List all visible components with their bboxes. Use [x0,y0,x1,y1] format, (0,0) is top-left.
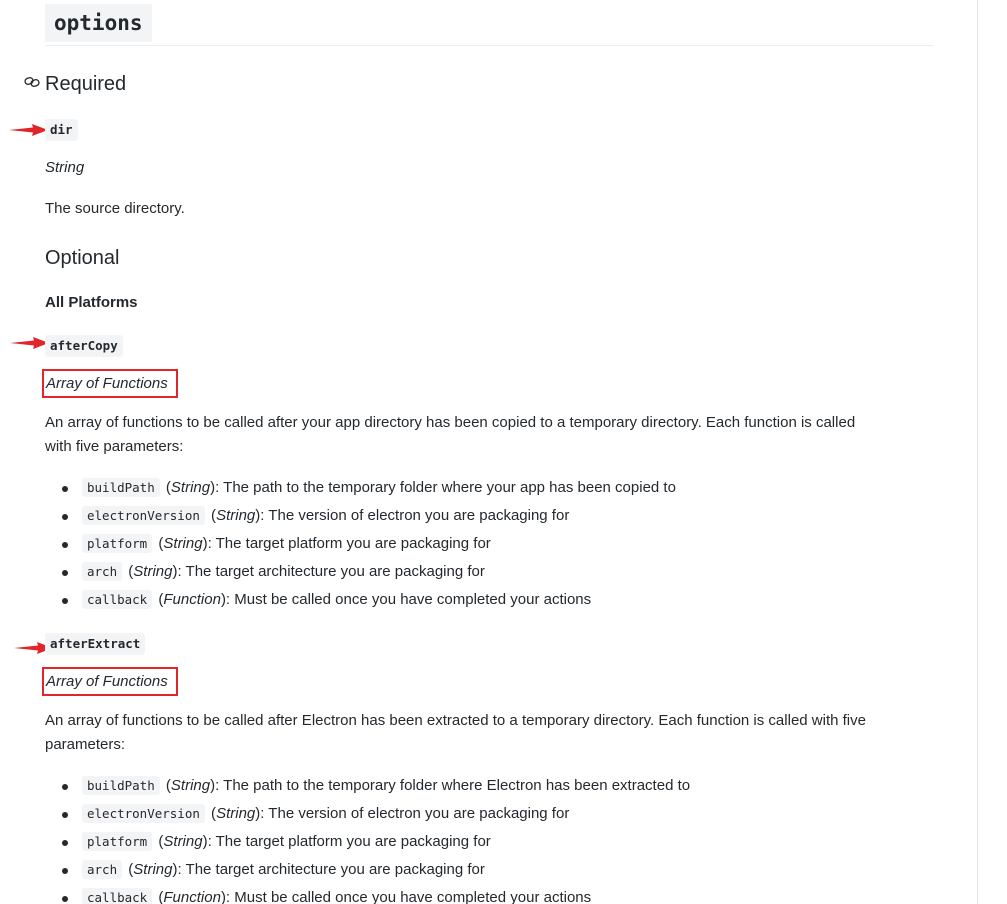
param-code: platform [82,832,152,851]
prop-desc-aftercopy-line2: with five parameters: [45,438,184,455]
red-arrow-icon [8,335,50,351]
param-type: String [216,805,256,822]
list-item [45,586,676,614]
prop-name-afterextract: afterExtract [45,633,145,655]
param-paren: ( [161,777,171,794]
bullet [62,868,68,874]
aftercopy-param-list [45,474,676,614]
param-paren: ( [124,861,134,878]
param-type: String [170,777,211,794]
prop-type-afterextract: Array of Functions [42,667,178,696]
list-item [45,856,690,884]
param-desc: ): The target architecture you are packaging for [172,563,485,580]
list-item [45,474,676,502]
list-item [45,502,676,530]
param-paren: ( [154,535,164,552]
bullet [62,486,68,492]
param-paren: ( [206,507,217,524]
param-desc: ): The target platform you are packaging for [202,535,491,552]
list-item [45,558,676,586]
param-code: arch [82,860,122,879]
param-code: platform [82,534,152,553]
bullet [62,598,68,604]
param-paren: ( [154,591,164,608]
bullet [62,542,68,548]
prop-desc-afterextract-line1: An array of functions to be called after Electron has been extracted to a temporary directory. Each function is called with five [45,712,866,729]
param-desc: ): The version of electron you are packaging for [255,507,570,524]
param-paren: ( [124,563,134,580]
bullet [62,840,68,846]
all-platforms-heading: All Platforms [45,294,138,311]
bullet [62,784,68,790]
param-desc: ): The version of electron you are packaging for [255,805,570,822]
prop-desc-dir: The source directory. [45,200,185,217]
prop-type-aftercopy: Array of Functions [42,369,178,398]
param-desc: ): The path to the temporary folder where Electron has been extracted to [210,777,691,794]
prop-name-aftercopy: afterCopy [45,335,123,357]
link-icon[interactable] [24,75,41,89]
page-right-border [977,0,978,904]
param-type: String [163,535,203,552]
param-desc: ): Must be called once you have completed your actions [220,889,592,904]
bullet [62,896,68,902]
param-code: electronVersion [82,804,205,823]
red-arrow-icon [7,122,49,138]
bullet [62,514,68,520]
param-type: Function [163,591,221,608]
param-paren: ( [161,479,171,496]
param-paren: ( [154,889,164,904]
param-type: String [163,833,203,850]
param-desc: ): The path to the temporary folder where your app has been copied to [210,479,676,496]
param-type: Function [163,889,221,904]
bullet [62,812,68,818]
title-divider [45,45,933,46]
list-item [45,800,690,828]
param-code: callback [82,888,152,904]
param-code: arch [82,562,122,581]
page-title: options [45,4,152,42]
param-desc: ): The target platform you are packaging for [202,833,491,850]
param-code: callback [82,590,152,609]
bullet [62,570,68,576]
param-paren: ( [206,805,217,822]
prop-desc-afterextract-line2: parameters: [45,736,126,753]
prop-name-dir: dir [45,119,78,141]
param-code: buildPath [82,478,160,497]
param-type: String [216,507,256,524]
prop-type-dir: String [45,159,85,176]
prop-desc-aftercopy-line1: An array of functions to be called after your app directory has been copied to a temporary directory. Each function is called [45,414,856,431]
afterextract-param-list [45,772,690,904]
list-item [45,884,690,904]
list-item [45,828,690,856]
param-type: String [170,479,211,496]
param-code: buildPath [82,776,160,795]
param-type: String [133,861,173,878]
param-desc: ): Must be called once you have completed your actions [220,591,592,608]
list-item [45,530,676,558]
optional-heading: Optional [45,247,120,269]
param-type: String [133,563,173,580]
param-desc: ): The target architecture you are packaging for [172,861,485,878]
required-heading: Required [45,73,127,95]
param-paren: ( [154,833,164,850]
param-code: electronVersion [82,506,205,525]
list-item [45,772,690,800]
